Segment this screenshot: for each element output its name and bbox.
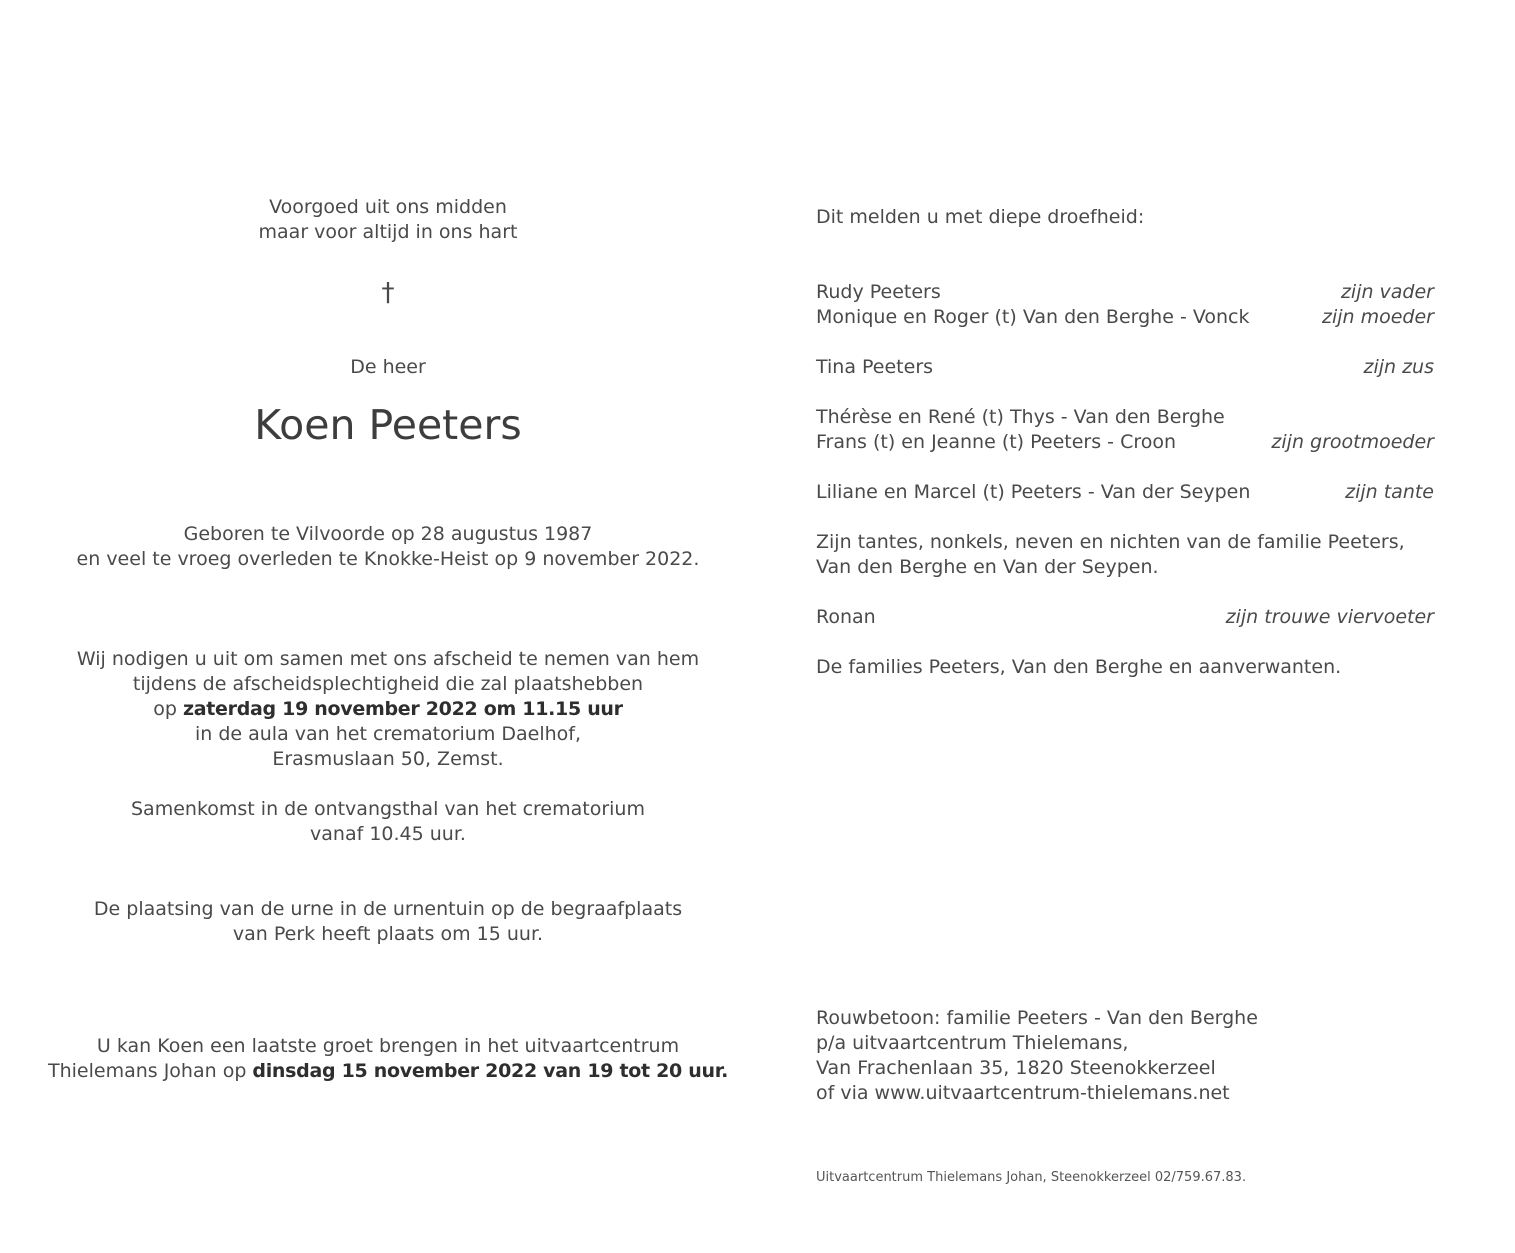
urn-line: De plaatsing van de urne in de urnentuin op de begraafplaats <box>93 898 683 920</box>
family-relation: zijn zus <box>1363 356 1434 378</box>
family-member-name: Monique en Roger (t) Van den Berghe - Vonck <box>816 306 1250 328</box>
urn-placement-text <box>38 897 738 947</box>
family-row <box>816 480 1434 505</box>
gathering-line: vanaf 10.45 uur. <box>310 823 466 845</box>
family-row <box>816 280 1434 305</box>
condolence-line: p/a uitvaartcentrum Thielemans, <box>816 1032 1129 1054</box>
visit-date-line <box>38 1059 738 1084</box>
family-member-name: Frans (t) en Jeanne (t) Peeters - Croon <box>816 431 1177 453</box>
family-member-name: Ronan <box>816 606 876 628</box>
right-column <box>816 205 1434 680</box>
gathering-text <box>38 797 738 847</box>
visit-line: U kan Koen een laatste groet brengen in het uitvaartcentrum <box>96 1035 680 1057</box>
families-signature: De families Peeters, Van den Berghe en aanverwanten. <box>816 656 1342 678</box>
invite-line: in de aula van het crematorium Daelhof, <box>194 723 582 745</box>
family-member-name: Zijn tantes, nonkels, neven en nichten van de familie Peeters, <box>816 531 1405 553</box>
family-group <box>816 480 1434 505</box>
announcement-intro: Dit melden u met diepe droefheid: <box>816 206 1145 228</box>
family-row <box>816 305 1434 330</box>
family-member-name: Rudy Peeters <box>816 281 941 303</box>
family-group <box>816 280 1434 330</box>
family-row <box>816 555 1434 580</box>
family-row <box>816 605 1434 630</box>
motto-line: maar voor altijd in ons hart <box>258 221 518 243</box>
motto <box>38 195 738 245</box>
family-member-name: Van den Berghe en Van der Seypen. <box>816 556 1159 578</box>
birth-death-text <box>38 522 738 572</box>
invite-line: tijdens de afscheidsplechtigheid die zal plaatshebben <box>132 673 644 695</box>
family-relation: zijn grootmoeder <box>1271 431 1434 453</box>
family-row <box>816 530 1434 555</box>
family-relation: zijn moeder <box>1322 306 1434 328</box>
honorific: De heer <box>350 356 426 378</box>
condolence-address <box>816 1006 1434 1106</box>
visit-prefix: Thielemans Johan op <box>47 1060 253 1082</box>
invite-date-line <box>38 697 738 722</box>
family-relation: zijn tante <box>1345 481 1434 503</box>
family-member-name: Thérèse en René (t) Thys - Van den Berghe <box>816 406 1225 428</box>
family-group <box>816 355 1434 380</box>
family-row <box>816 430 1434 455</box>
ceremony-date: zaterdag 19 november 2022 om 11.15 uur <box>183 698 623 720</box>
invite-line: Wij nodigen u uit om samen met ons afscheid te nemen van hem <box>76 648 700 670</box>
ceremony-invitation <box>38 647 738 772</box>
left-column <box>38 195 738 1084</box>
motto-line: Voorgoed uit ons midden <box>269 196 507 218</box>
gathering-line: Samenkomst in de ontvangsthal van het crematorium <box>131 798 645 820</box>
condolence-line: Van Frachenlaan 35, 1820 Steenokkerzeel <box>816 1057 1216 1079</box>
condolence-line: of via www.uitvaartcentrum-thielemans.net <box>816 1082 1230 1104</box>
family-group <box>816 405 1434 455</box>
family-group <box>816 605 1434 630</box>
funeral-home-footer: Uitvaartcentrum Thielemans Johan, Steenokkerzeel 02/759.67.83. <box>816 1170 1247 1185</box>
invite-line: Erasmuslaan 50, Zemst. <box>272 748 504 770</box>
family-relation: zijn trouwe viervoeter <box>1225 606 1434 628</box>
deceased-name: Koen Peeters <box>254 401 522 449</box>
urn-line: van Perk heeft plaats om 15 uur. <box>232 923 544 945</box>
family-member-name: Tina Peeters <box>816 356 934 378</box>
invite-date-prefix: op <box>153 698 183 720</box>
visitation-date: dinsdag 15 november 2022 van 19 tot 20 uur. <box>252 1060 729 1082</box>
cross-icon: † <box>381 278 395 308</box>
family-group <box>816 530 1434 580</box>
family-row <box>816 355 1434 380</box>
death-line: en veel te vroeg overleden te Knokke-Heist op 9 november 2022. <box>76 548 700 570</box>
birth-line: Geboren te Vilvoorde op 28 augustus 1987 <box>183 523 593 545</box>
family-member-name: Liliane en Marcel (t) Peeters - Van der Seypen <box>816 481 1251 503</box>
family-list <box>816 280 1434 630</box>
condolence-line: Rouwbetoon: familie Peeters - Van den Berghe <box>816 1007 1258 1029</box>
family-relation: zijn vader <box>1340 281 1434 303</box>
visitation-text <box>38 1034 738 1084</box>
family-row <box>816 405 1434 430</box>
